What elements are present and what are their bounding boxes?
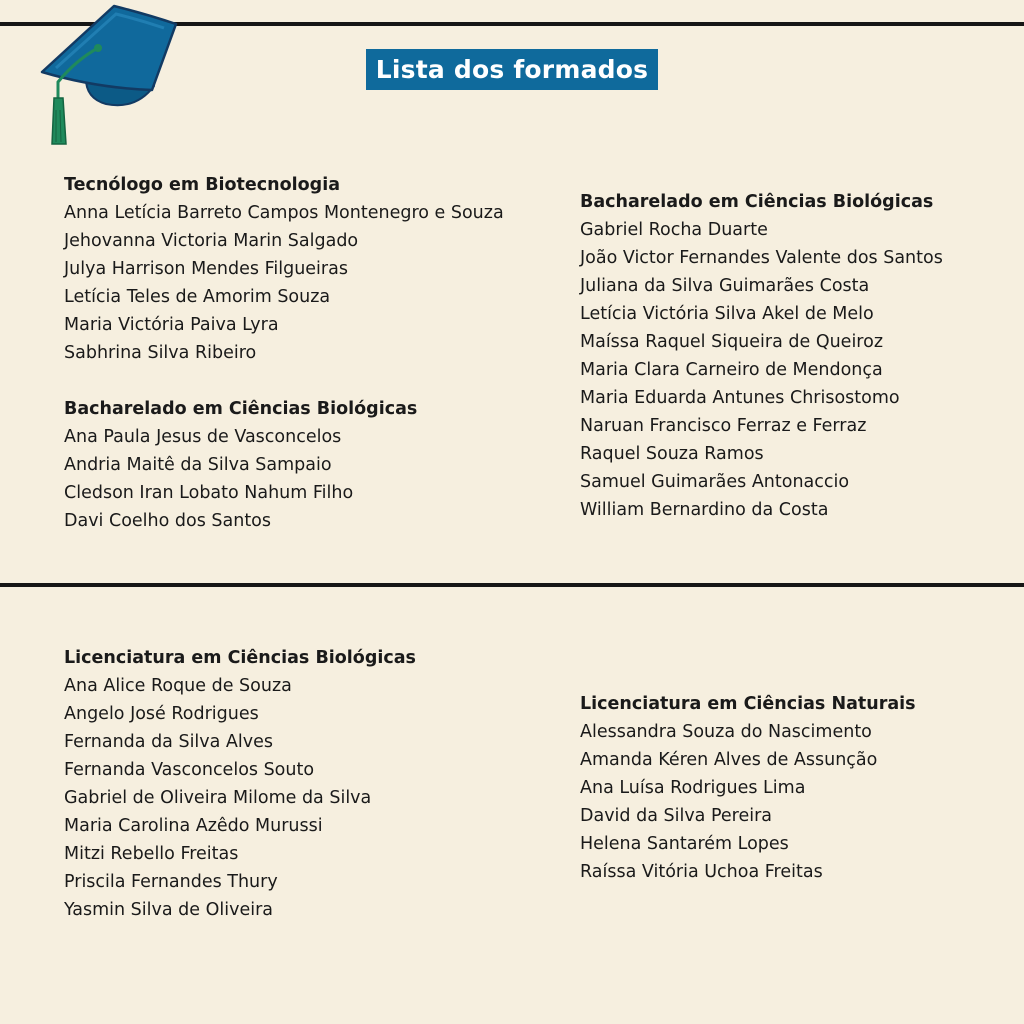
section-heading: Licenciatura em Ciências Naturais [580, 694, 916, 714]
graduate-name: Anna Letícia Barreto Campos Montenegro e Souza [64, 203, 504, 223]
graduate-name: Naruan Francisco Ferraz e Ferraz [580, 416, 867, 436]
graduate-name: Maria Eduarda Antunes Chrisostomo [580, 388, 900, 408]
graduate-list [64, 672, 416, 924]
section-bacharelado-biologicas-2 [580, 188, 943, 524]
section-bacharelado-biologicas-1 [64, 395, 417, 535]
section-licenciatura-biologicas [64, 644, 416, 924]
graduate-name: Samuel Guimarães Antonaccio [580, 472, 850, 492]
graduate-name: Sabhrina Silva Ribeiro [64, 343, 257, 363]
graduate-name: Fernanda da Silva Alves [64, 732, 274, 752]
middle-divider [0, 583, 1024, 587]
graduate-name: João Victor Fernandes Valente dos Santos [580, 248, 943, 268]
section-tecnologo-biotecnologia [64, 171, 504, 367]
graduate-name: Priscila Fernandes Thury [64, 872, 278, 892]
graduate-name: Alessandra Souza do Nascimento [580, 722, 872, 742]
graduation-cap-icon [36, 2, 184, 150]
graduate-name: Maria Carolina Azêdo Murussi [64, 816, 323, 836]
page-title: Lista dos formados [366, 49, 658, 90]
graduate-name: Juliana da Silva Guimarães Costa [580, 276, 870, 296]
graduate-name: Julya Harrison Mendes Filgueiras [64, 259, 348, 279]
graduate-name: Cledson Iran Lobato Nahum Filho [64, 483, 354, 503]
graduate-name: William Bernardino da Costa [580, 500, 829, 520]
graduate-name: Mitzi Rebello Freitas [64, 844, 239, 864]
graduate-name: David da Silva Pereira [580, 806, 773, 826]
section-heading: Bacharelado em Ciências Biológicas [64, 399, 418, 419]
graduate-name: Helena Santarém Lopes [580, 834, 789, 854]
graduate-name: Maria Clara Carneiro de Mendonça [580, 360, 883, 380]
graduate-name: Ana Luísa Rodrigues Lima [580, 778, 806, 798]
section-heading: Licenciatura em Ciências Biológicas [64, 648, 416, 668]
graduate-name: Maria Victória Paiva Lyra [64, 315, 279, 335]
graduate-name: Davi Coelho dos Santos [64, 511, 272, 531]
graduate-name: Raíssa Vitória Uchoa Freitas [580, 862, 823, 882]
graduate-list [580, 718, 916, 886]
graduate-list [64, 199, 504, 367]
section-licenciatura-naturais [580, 690, 916, 886]
section-heading: Tecnólogo em Biotecnologia [64, 175, 341, 195]
graduate-name: Andria Maitê da Silva Sampaio [64, 455, 332, 475]
graduate-name: Letícia Victória Silva Akel de Melo [580, 304, 874, 324]
graduate-name: Jehovanna Victoria Marin Salgado [64, 231, 359, 251]
graduate-list [64, 423, 417, 535]
section-heading: Bacharelado em Ciências Biológicas [580, 192, 934, 212]
graduate-name: Amanda Kéren Alves de Assunção [580, 750, 878, 770]
graduate-name: Angelo José Rodrigues [64, 704, 259, 724]
graduate-name: Ana Alice Roque de Souza [64, 676, 292, 696]
graduate-name: Maíssa Raquel Siqueira de Queiroz [580, 332, 884, 352]
graduate-name: Yasmin Silva de Oliveira [64, 900, 274, 920]
graduate-name: Gabriel de Oliveira Milome da Silva [64, 788, 372, 808]
graduate-name: Letícia Teles de Amorim Souza [64, 287, 331, 307]
graduate-name: Gabriel Rocha Duarte [580, 220, 768, 240]
graduate-name: Ana Paula Jesus de Vasconcelos [64, 427, 342, 447]
graduate-name: Raquel Souza Ramos [580, 444, 764, 464]
graduate-list [580, 216, 943, 524]
graduate-name: Fernanda Vasconcelos Souto [64, 760, 315, 780]
